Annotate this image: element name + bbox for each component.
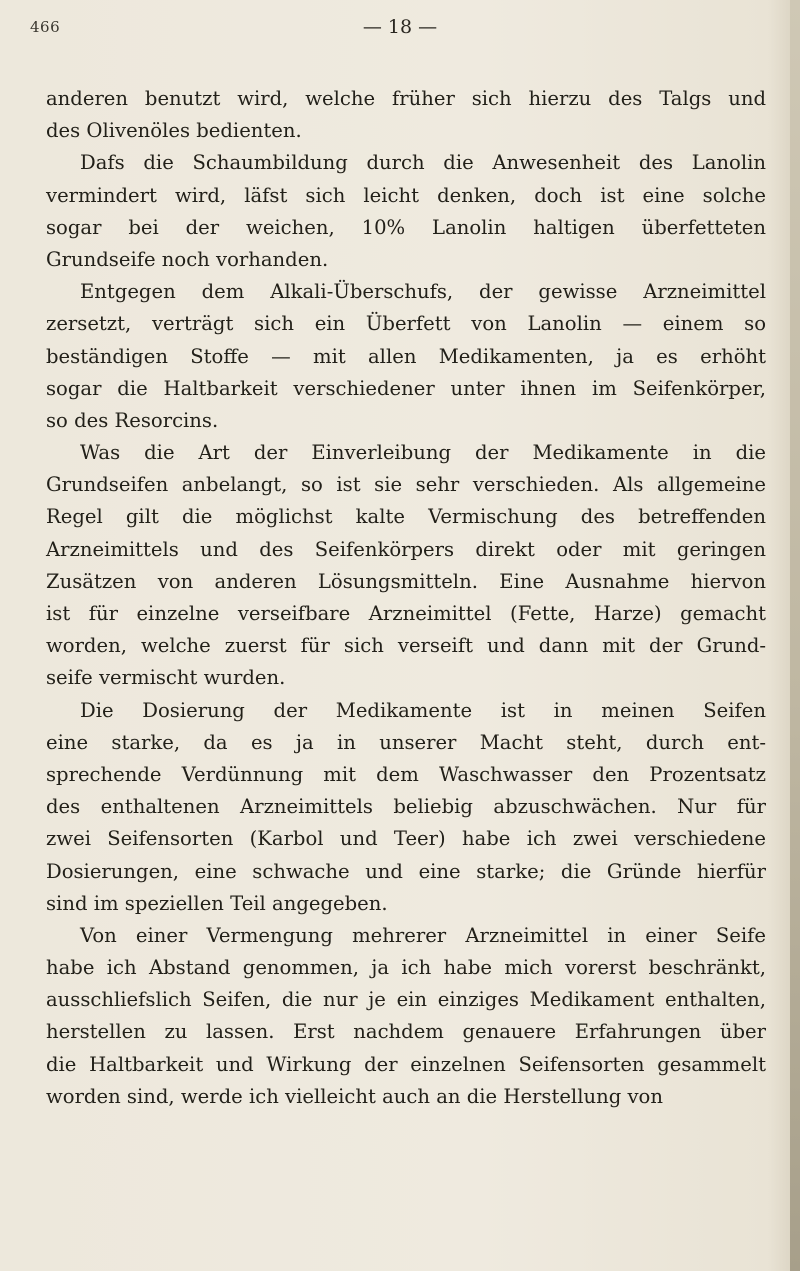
text-line: vermindert wird, läfst sich leicht denken, doch ist eine solche: [46, 183, 766, 207]
text-line: Grundseifen anbelangt, so ist sie sehr verschieden. Als allgemeine: [46, 473, 766, 497]
text-line: Von einer Vermengung mehrerer Arzneimittel in einer Seife: [80, 923, 766, 947]
text-line: Grundseife noch vorhanden.: [46, 247, 329, 271]
text-line: sind im speziellen Teil angegeben.: [46, 891, 388, 915]
text-line: Zusätzen von anderen Lösungsmitteln. Eine Ausnahme hiervon: [46, 569, 766, 593]
text-line: ist für einzelne verseifbare Arzneimittel (Fette, Harze) gemacht: [46, 602, 766, 625]
text-line: Die Dosierung der Medikamente ist in meinen Seifen: [80, 698, 766, 722]
text-line: des Olivenöles bedienten.: [46, 119, 302, 143]
text-line: worden sind, werde ich vielleicht auch an die Herstellung von: [46, 1084, 663, 1108]
text-line: anderen benutzt wird, welche früher sich hierzu des Talgs und: [46, 87, 766, 110]
page-header: [0, 16, 800, 56]
text-line: Entgegen dem Alkali-Überschufs, der gewisse Arzneimittel: [80, 280, 766, 304]
text-line: Dafs die Schaumbildung durch die Anwesenheit des Lanolin: [80, 151, 766, 175]
text-line: eine starke, da es ja in unserer Macht steht, durch ent-: [46, 730, 766, 754]
text-line: habe ich Abstand genommen, ja ich habe mich vorerst beschränkt,: [46, 956, 766, 980]
text-line: Dosierungen, eine schwache und eine starke; die Gründe hierfür: [46, 859, 766, 883]
text-line: so des Resorcins.: [46, 408, 219, 432]
text-line: herstellen zu lassen. Erst nachdem genauere Erfahrungen über: [46, 1020, 766, 1044]
text-line: zwei Seifensorten (Karbol und Teer) habe ich zwei verschiedene: [46, 827, 766, 851]
text-line: ausschliefslich Seifen, die nur je ein einziges Medikament enthalten,: [46, 988, 766, 1012]
text-line: zersetzt, verträgt sich ein Überfett von Lanolin — einem so: [46, 312, 766, 336]
page-edge-shadow: [790, 0, 800, 1271]
text-line: des enthaltenen Arzneimittels beliebig abzuschwächen. Nur für: [46, 795, 766, 819]
page-number-outer: 466: [30, 18, 61, 36]
page-number-inner: — 18 —: [362, 16, 438, 38]
body-text: [46, 83, 766, 1113]
text-line: worden, welche zuerst für sich verseift und dann mit der Grund-: [46, 634, 766, 658]
text-line: Was die Art der Einverleibung der Medikamente in die: [80, 441, 766, 465]
text-line: sogar die Haltbarkeit verschiedener unter ihnen im Seifenkörper,: [46, 376, 766, 400]
text-line: Regel gilt die möglichst kalte Vermischung des betreffenden: [46, 505, 766, 529]
text-line: die Haltbarkeit und Wirkung der einzelnen Seifensorten gesammelt: [46, 1052, 766, 1076]
text-line: Arzneimittels und des Seifenkörpers direkt oder mit geringen: [46, 537, 766, 561]
text-line: beständigen Stoffe — mit allen Medikamenten, ja es erhöht: [46, 344, 766, 368]
text-line: sprechende Verdünnung mit dem Waschwasser den Prozentsatz: [46, 762, 766, 786]
text-line: seife vermischt wurden.: [46, 666, 286, 690]
text-line: sogar bei der weichen, 10% Lanolin haltigen überfetteten: [46, 215, 766, 239]
